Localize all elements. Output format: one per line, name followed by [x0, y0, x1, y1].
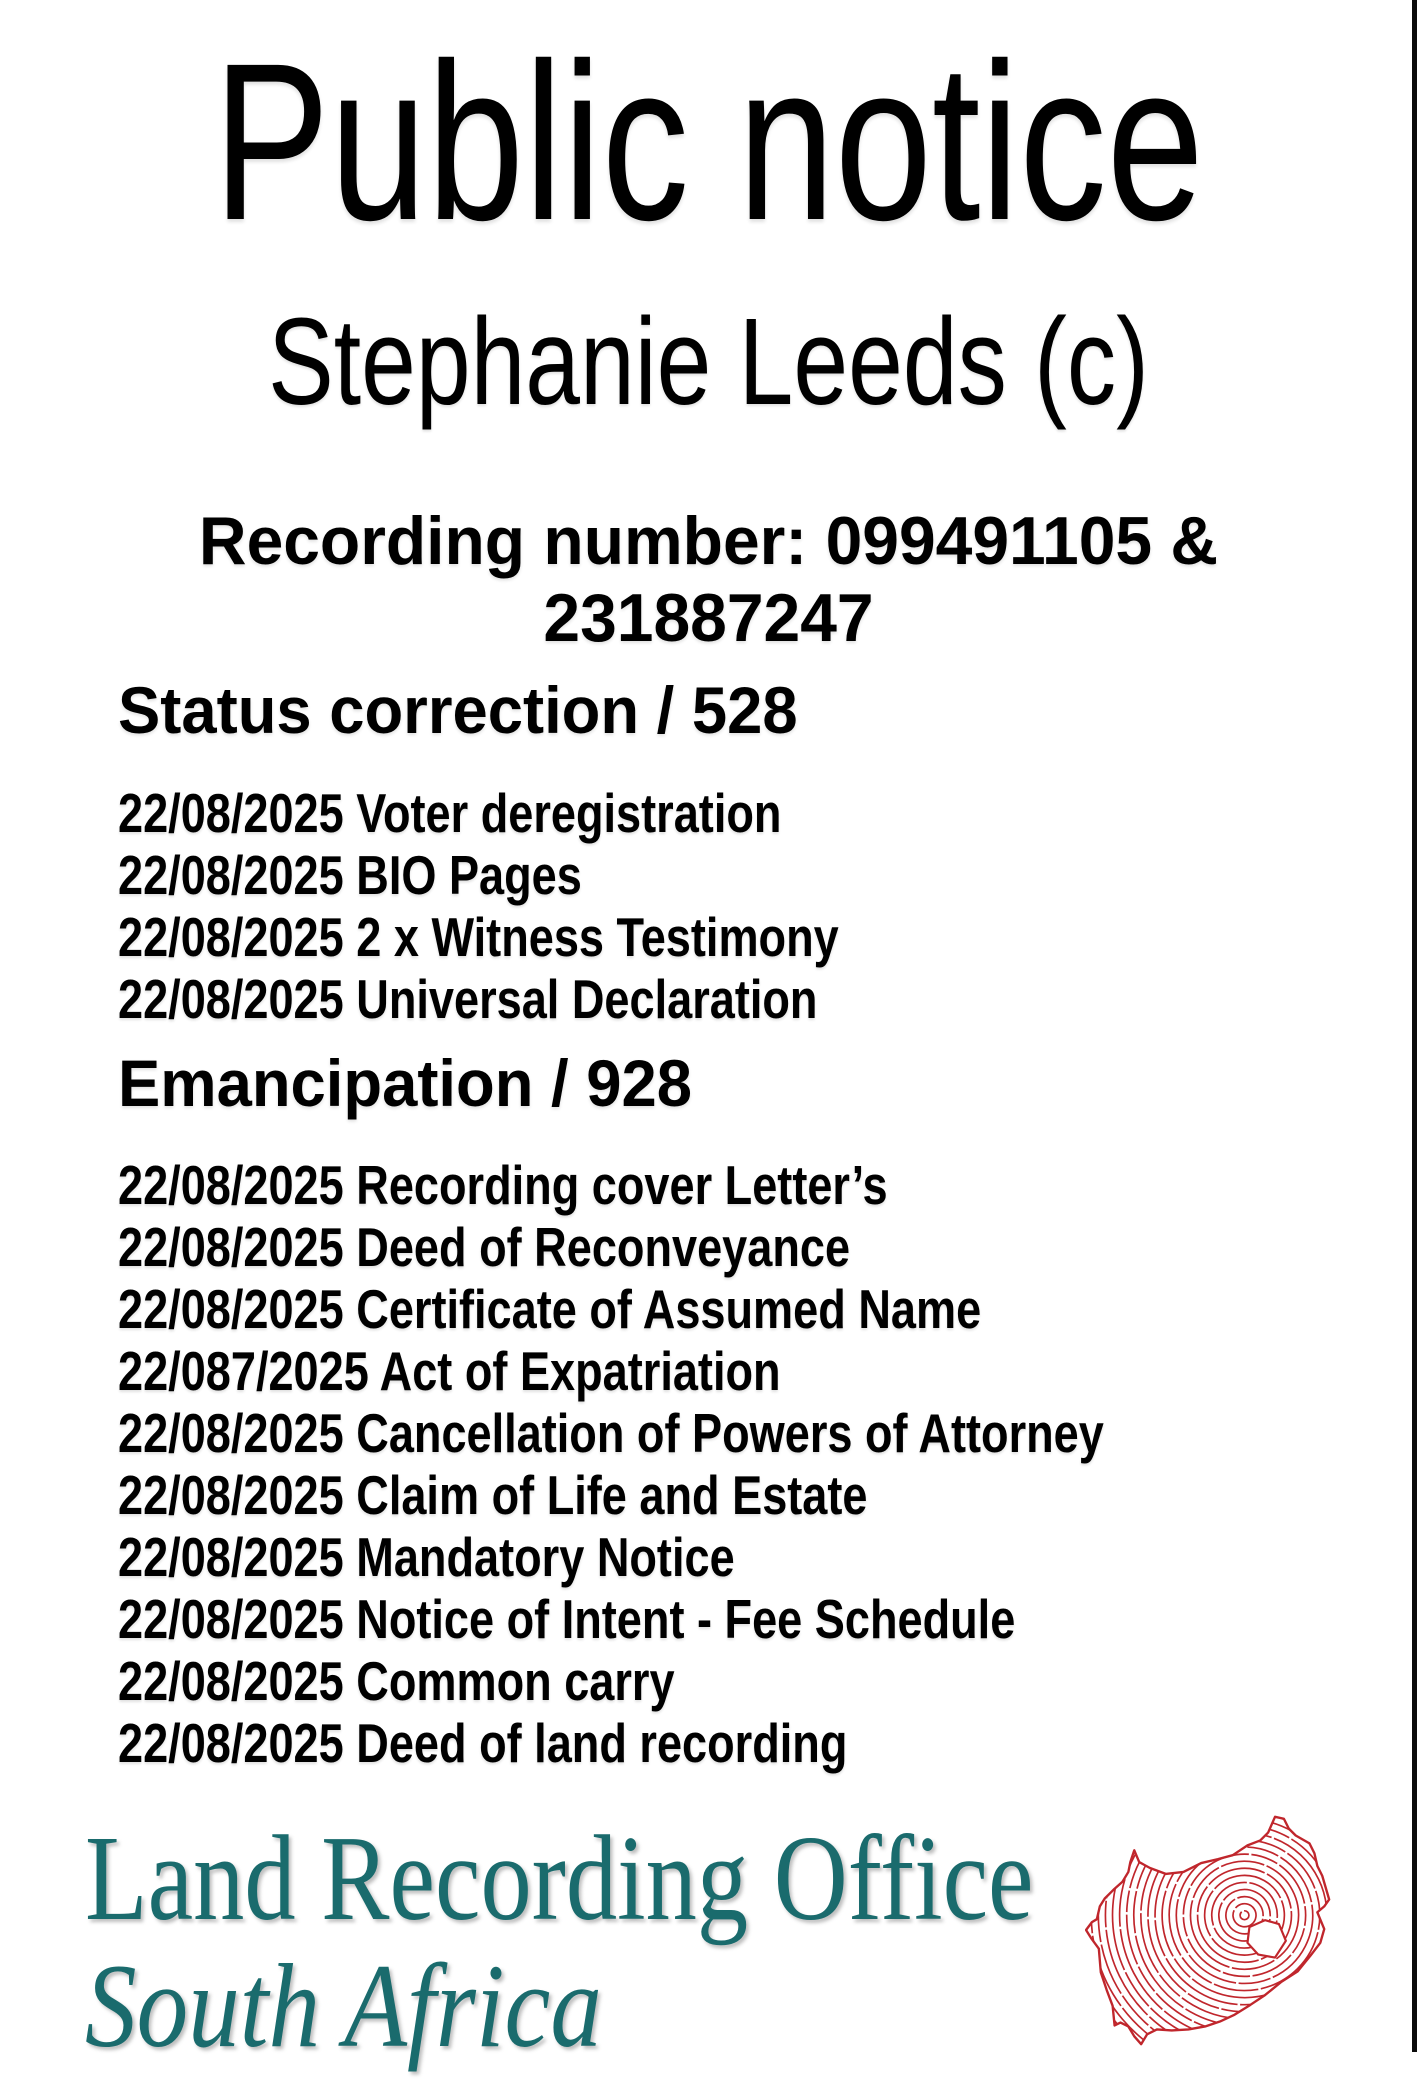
notice-item: 22/08/2025 Mandatory Notice [118, 1526, 735, 1589]
section-heading: Emancipation / 928 [118, 1045, 692, 1120]
notice-item: 22/08/2025 2 x Witness Testimony [118, 905, 839, 968]
notice-item: 22/08/2025 Claim of Life and Estate [118, 1464, 868, 1527]
recording-number-line2: 231887247 [543, 579, 874, 656]
document-sections [0, 674, 1417, 1775]
south-africa-fingerprint-map-icon [1085, 1805, 1343, 2056]
notice-item: 22/08/2025 Certificate of Assumed Name [118, 1278, 982, 1341]
org-country: South Africa [85, 1939, 602, 2072]
notice-item: 22/08/2025 BIO Pages [118, 843, 582, 906]
notice-item: 22/08/2025 Voter deregistration [118, 781, 782, 844]
subject-name: Stephanie Leeds (c) [268, 294, 1149, 431]
section-item-list [118, 782, 1183, 1030]
notice-item: 22/08/2025 Notice of Intent - Fee Schedule [118, 1588, 1016, 1651]
recording-number-line1: Recording number: 099491105 & [198, 503, 1219, 579]
notice-item: 22/08/2025 Recording cover Letter’s [118, 1154, 888, 1217]
section-item-list [118, 1154, 1183, 1774]
org-name: Land Recording Office [85, 1811, 1034, 1946]
notice-item: 22/08/2025 Deed of land recording [118, 1712, 848, 1775]
notice-item: 22/087/2025 Act of Expatriation [118, 1340, 781, 1403]
notice-item: 22/08/2025 Cancellation of Powers of Attorney [118, 1402, 1104, 1465]
recording-number-block [21, 503, 1395, 657]
fingerprint-ridges [1085, 1805, 1343, 2056]
page-title: Public notice [213, 17, 1204, 267]
notice-item: 22/08/2025 Universal Declaration [118, 967, 818, 1030]
notice-item: 22/08/2025 Deed of Reconveyance [118, 1216, 851, 1279]
notice-item: 22/08/2025 Common carry [118, 1650, 675, 1713]
scan-edge-bar [1412, 0, 1417, 2052]
section-heading: Status correction / 528 [118, 672, 798, 747]
lesotho-hole [1247, 1920, 1285, 1957]
